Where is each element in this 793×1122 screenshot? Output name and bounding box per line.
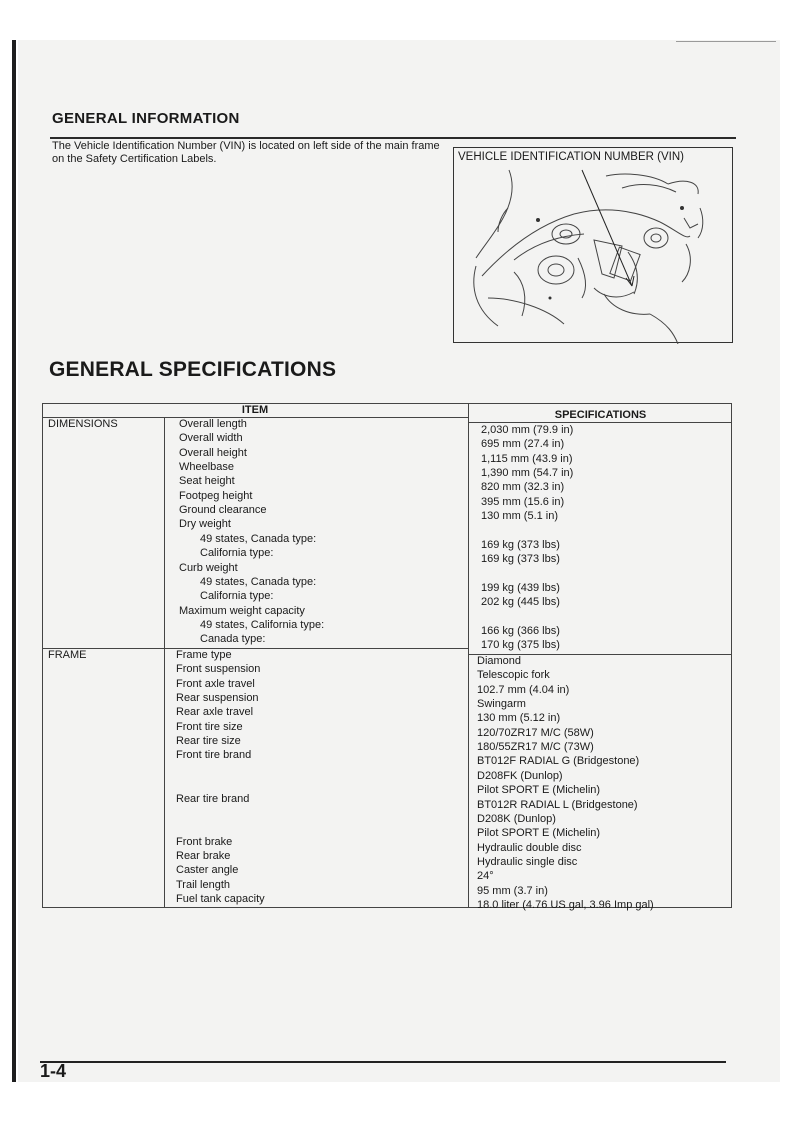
vin-figure-caption: VEHICLE IDENTIFICATION NUMBER (VIN) xyxy=(458,151,684,163)
table-row-item: Curb weight xyxy=(179,561,238,574)
table-row-spec: 18.0 liter (4.76 US gal, 3.96 Imp gal) xyxy=(477,898,654,911)
vin-location-text: The Vehicle Identification Number (VIN) is located on left side of the main frame on the Safety Certification Labels. xyxy=(52,140,440,165)
table-row-spec: 95 mm (3.7 in) xyxy=(477,884,548,897)
table-row-spec: BT012R RADIAL L (Bridgestone) xyxy=(477,798,638,811)
table-row-spec: 166 kg (366 lbs) xyxy=(481,624,560,637)
specifications-table xyxy=(42,403,732,911)
table-row-spec: Pilot SPORT E (Michelin) xyxy=(477,784,601,797)
table-row-spec: 695 mm (27.4 in) xyxy=(481,438,565,451)
table-row-spec: 199 kg (439 lbs) xyxy=(481,581,560,594)
table-row-item: Canada type: xyxy=(200,633,266,646)
table-row-item: Overall width xyxy=(179,432,243,445)
section-title-general-specifications: GENERAL SPECIFICATIONS xyxy=(49,358,337,381)
header-specifications: SPECIFICATIONS xyxy=(554,409,647,421)
table-row-spec: D208FK (Dunlop) xyxy=(477,769,563,782)
table-row-item: Seat height xyxy=(179,475,235,488)
table-row-spec: Hydraulic single disc xyxy=(477,855,578,868)
table-row-spec: Swingarm xyxy=(477,698,526,711)
group-divider-item xyxy=(42,648,468,649)
table-row-spec: 169 kg (373 lbs) xyxy=(481,553,560,566)
table-outline xyxy=(42,403,732,908)
table-row-item: Overall length xyxy=(179,418,247,430)
table-row-item: Rear tire brand xyxy=(176,792,250,805)
table-row-spec: 130 mm (5.1 in) xyxy=(481,510,559,523)
table-row-item: Front axle travel xyxy=(176,677,255,690)
column-divider-spec xyxy=(468,403,469,908)
table-row-item: Fuel tank capacity xyxy=(176,892,265,905)
table-row-item: Wheelbase xyxy=(179,461,235,474)
binding-edge xyxy=(12,40,16,1082)
table-row-item: Front brake xyxy=(176,835,233,848)
table-row-item: 49 states, Canada type: xyxy=(200,532,317,545)
section-title-general-information: GENERAL INFORMATION xyxy=(52,110,240,127)
table-row-item: 49 states, California type: xyxy=(200,618,325,631)
table-row-spec: 180/55ZR17 M/C (73W) xyxy=(477,741,594,754)
table-row-item: Ground clearance xyxy=(179,504,267,517)
table-row-spec: Pilot SPORT E (Michelin) xyxy=(477,827,601,840)
table-row-item: California type: xyxy=(200,590,274,603)
table-row-spec: 102.7 mm (4.04 in) xyxy=(477,683,570,696)
vin-figure xyxy=(453,147,733,343)
group-label: DIMENSIONS xyxy=(48,418,118,430)
table-row-spec: 170 kg (375 lbs) xyxy=(481,639,560,652)
table-row-spec: 2,030 mm (79.9 in) xyxy=(481,424,574,436)
page-number: 1-4 xyxy=(40,1061,67,1081)
table-row-spec: Telescopic fork xyxy=(477,669,550,682)
table-row-item: Maximum weight capacity xyxy=(179,604,305,617)
table-row-item: California type: xyxy=(200,547,274,560)
table-row-spec: 120/70ZR17 M/C (58W) xyxy=(477,726,594,739)
vin-location-illustration xyxy=(454,148,734,344)
table-row-spec: 1,390 mm (54.7 in) xyxy=(481,467,574,480)
header-item: ITEM xyxy=(241,404,269,416)
table-row-item: Footpeg height xyxy=(179,489,253,502)
table-row-spec: BT012F RADIAL G (Bridgestone) xyxy=(477,755,640,768)
scan-mark xyxy=(676,41,776,42)
table-row-spec: Hydraulic double disc xyxy=(477,841,582,854)
table-row-item: Caster angle xyxy=(176,864,239,877)
table-row-spec: 820 mm (32.3 in) xyxy=(481,481,565,494)
table-row-item: Frame type xyxy=(176,649,232,661)
table-row-item: Dry weight xyxy=(179,518,231,531)
table-row-spec: 24° xyxy=(477,870,494,883)
table-row-item: Overall height xyxy=(179,446,247,459)
table-row-item: 49 states, Canada type: xyxy=(200,575,317,588)
column-divider-group xyxy=(164,417,165,908)
table-row-spec: 202 kg (445 lbs) xyxy=(481,596,560,609)
table-row-spec: 130 mm (5.12 in) xyxy=(477,712,561,725)
table-row-spec: D208K (Dunlop) xyxy=(477,812,556,825)
table-row-spec: 395 mm (15.6 in) xyxy=(481,495,565,508)
table-row-spec: 1,115 mm (43.9 in) xyxy=(481,452,573,465)
table-row-item: Front suspension xyxy=(176,663,261,676)
table-row-item: Rear suspension xyxy=(176,692,259,705)
footer-rule xyxy=(40,1061,726,1063)
table-row-item: Rear axle travel xyxy=(176,706,254,719)
table-row-item: Front tire brand xyxy=(176,749,252,762)
table-row-item: Rear brake xyxy=(176,849,231,862)
table-row-item: Rear tire size xyxy=(176,735,241,748)
table-row-item: Trail length xyxy=(176,878,231,891)
table-row-spec: Diamond xyxy=(477,655,522,667)
group-label: FRAME xyxy=(48,649,87,661)
section-rule xyxy=(50,137,736,139)
table-row-item: Front tire size xyxy=(176,720,243,733)
table-row-spec: 169 kg (373 lbs) xyxy=(481,538,560,551)
